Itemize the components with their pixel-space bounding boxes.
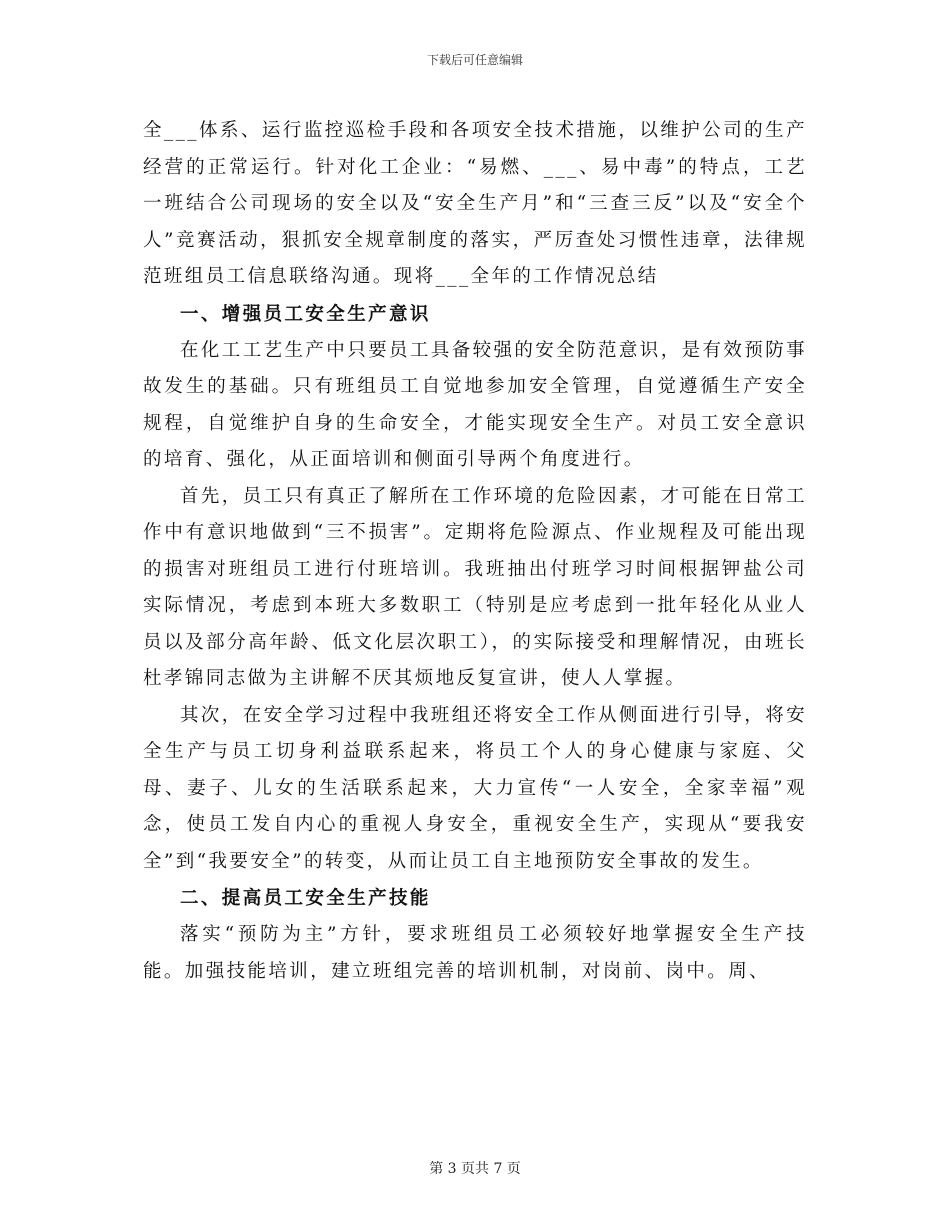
section-1-paragraph-1: 在化工工艺生产中只要员工具备较强的安全防范意识，是有效预防事故发生的基础。只有班组员工自觉地参加安全管理，自觉遵循生产安全规程，自觉维护自身的生命安全，才能实现安全生产。对员工安全意识的培育、强化，从正面培训和侧面引导两个角度进行。 [143,339,808,470]
section-1-paragraph-2: 首先，员工只有真正了解所在工作环境的危险因素，才可能在日常工作中有意识地做到“三不损害”。定期将危险源点、作业规程及可能出现的损害对班组员工进行付班培训。我班抽出付班学习时间根据钾盐公司实际情况，考虑到本班大多数职工（特别是应考虑到一批年轻化从业人员以及部分高年龄、低文化层次职工），的实际接受和理解情况，由班长杜孝锦同志做为主讲解不厌其烦地反复宣讲，使人人掌握。 [143,485,808,689]
page-header-note: 下载后可任意编辑 [426,53,523,67]
section-2-heading: 二、提高员工安全生产技能 [180,888,431,909]
page-number-footer: 第 3 页共 7 页 [429,1161,521,1177]
section-2-paragraph-1: 落实“预防为主”方针，要求班组员工必须较好地掌握安全生产技能。加强技能培训，建立班组完善的培训机制，对岗前、岗中。周、 [143,924,807,982]
section-1-heading: 一、增强员工安全生产意识 [180,303,431,325]
document-body [143,113,807,990]
intro-paragraph: 全___体系、运行监控巡检手段和各项安全技术措施，以维护公司的生产经营的正常运行。针对化工企业：“易燃、___、易中毒”的特点，工艺一班结合公司现场的安全以及“安全生产月”和“三查三反”以及“安全个人”竞赛活动，狠抓安全规章制度的落实，严厉查处习惯性违章，法律规范班组员工信息联络沟通。现将___全年的工作情况总结 [143,120,807,287]
section-1-paragraph-3: 其次，在安全学习过程中我班组还将安全工作从侧面进行引导，将安全生产与员工切身利益联系起来，将员工个人的身心健康与家庭、父母、妻子、儿女的生活联系起来，大力宣传“一人安全，全家幸福”观念，使员工发自内心的重视人身安全，重视安全生产，实现从“要我安全”到“我要安全”的转变，从而让员工自主地预防安全事故的发生。 [143,704,808,872]
